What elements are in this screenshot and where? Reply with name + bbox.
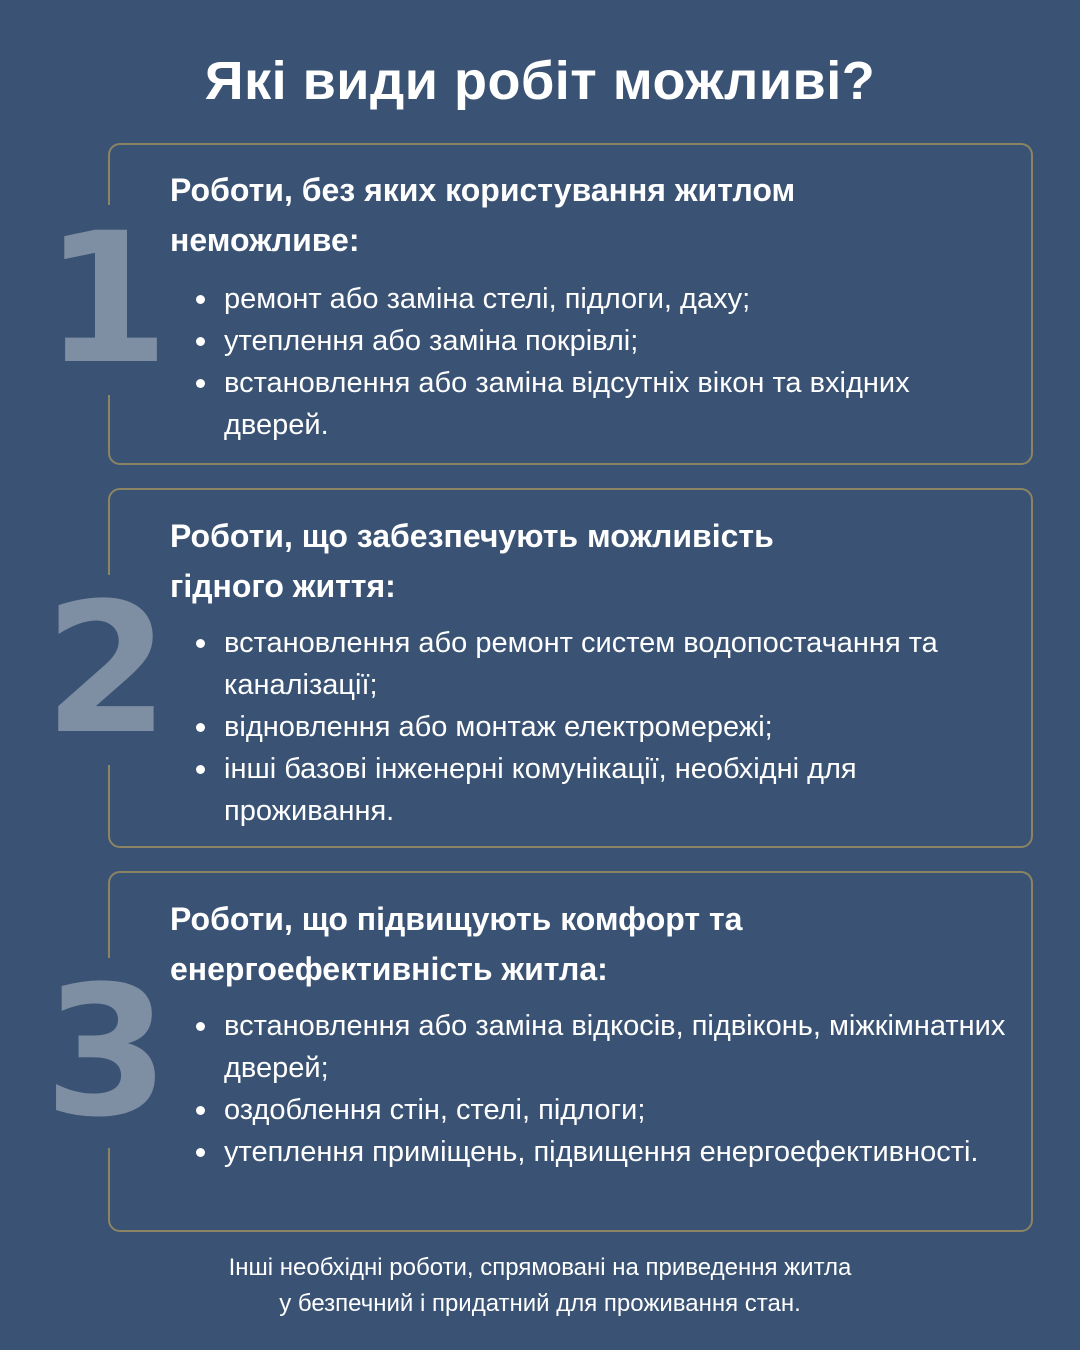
section-card-2 <box>44 488 1033 848</box>
section-list-1 <box>194 278 1014 446</box>
section-heading-1-line-1: Роботи, без яких користування житлом <box>170 172 796 208</box>
list-item: утеплення або заміна покрівлі; <box>194 320 1014 362</box>
list-item: утеплення приміщень, підвищення енергоефективності. <box>194 1131 1014 1173</box>
footer-line-2: у безпечний і придатний для проживання стан. <box>279 1290 801 1317</box>
list-item: встановлення або заміна відсутніх вікон та вхідних дверей. <box>194 362 1014 446</box>
section-heading-2-line-1: Роботи, що забезпечують можливість <box>170 518 774 554</box>
section-heading-3 <box>170 894 990 994</box>
list-item: відновлення або монтаж електромережі; <box>194 706 1014 748</box>
section-card-1 <box>44 143 1033 465</box>
section-heading-2 <box>170 511 990 611</box>
footer-line-1: Інші необхідні роботи, спрямовані на приведення житла <box>228 1254 852 1281</box>
section-heading-1-line-2: неможливе: <box>170 222 360 258</box>
section-heading-3-line-1: Роботи, що підвищують комфорт та <box>170 901 743 937</box>
section-heading-2-line-2: гідного життя: <box>170 568 396 604</box>
section-card-3 <box>44 871 1033 1232</box>
list-item: ремонт або заміна стелі, підлоги, даху; <box>194 278 1014 320</box>
list-item: оздоблення стін, стелі, підлоги; <box>194 1089 1014 1131</box>
footer-note <box>0 1250 1080 1322</box>
page-title: Які види робіт можливі? <box>204 51 876 111</box>
list-item: встановлення або ремонт систем водопостачання та каналізації; <box>194 622 1014 706</box>
section-number-1: 1 <box>44 195 170 404</box>
section-list-2 <box>194 622 1014 832</box>
section-number-2: 2 <box>44 565 170 774</box>
section-number-3: 3 <box>44 948 170 1157</box>
section-heading-3-line-2: енергоефективність житла: <box>170 951 608 987</box>
section-list-3 <box>194 1005 1014 1173</box>
section-heading-1 <box>170 165 990 265</box>
list-item: інші базові інженерні комунікації, необхідні для проживання. <box>194 748 1014 832</box>
list-item: встановлення або заміна відкосів, підвіконь, міжкімнатних дверей; <box>194 1005 1014 1089</box>
